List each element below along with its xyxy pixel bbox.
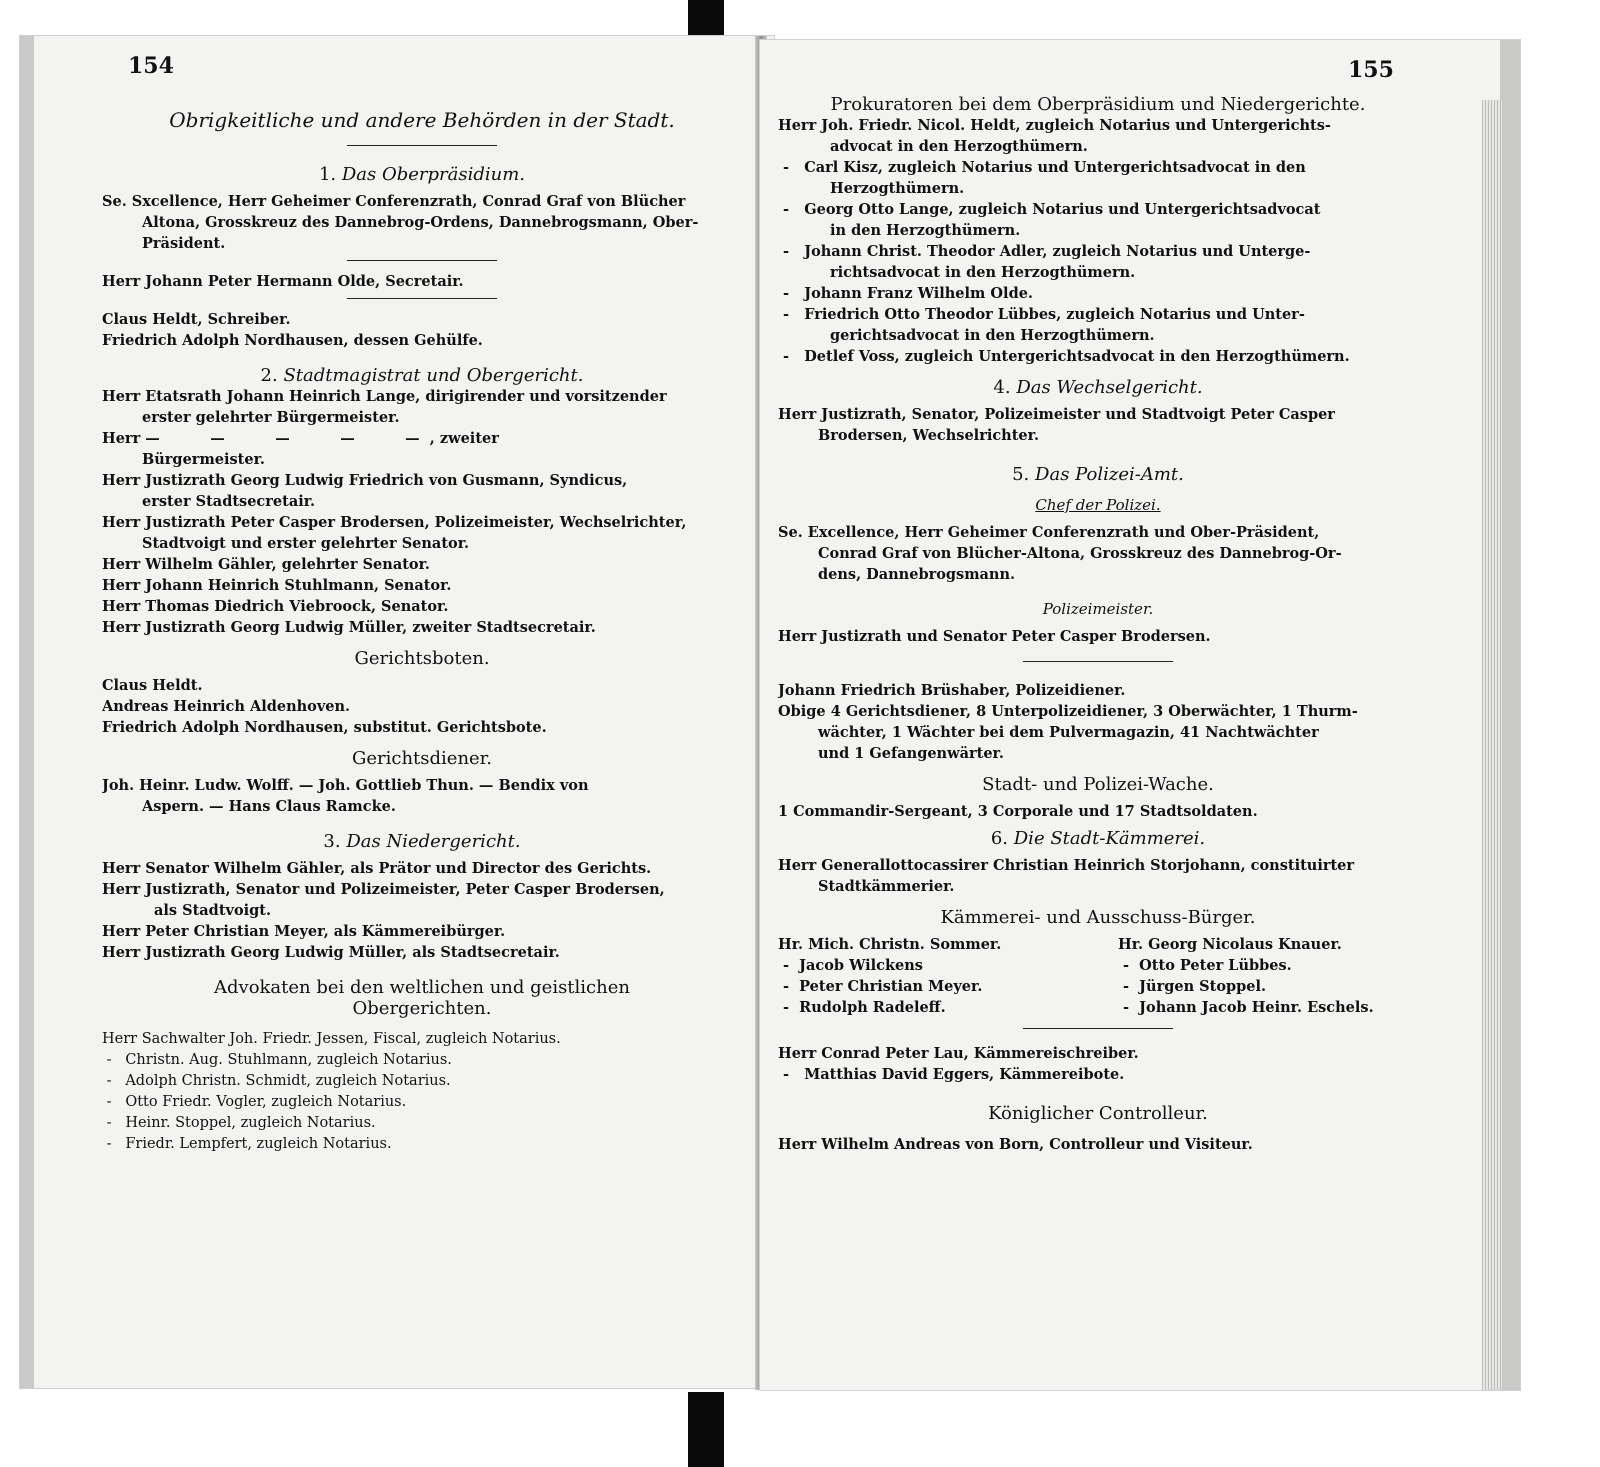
gerichtsdiener-heading: Gerichtsdiener. — [351, 748, 493, 769]
prokurator-line: - Detlef Voss, zugleich Untergerichtsadvocat in den Herzogthümern. — [778, 348, 1350, 365]
s1-line: Präsident. — [142, 235, 226, 252]
buerger-item: - Rudolph Radeleff. — [778, 999, 946, 1016]
buerger-item: - Jacob Wilckens — [778, 957, 923, 974]
advokat-line: - Friedr. Lempfert, zugleich Notarius. — [102, 1136, 392, 1152]
gerichtsdiener-line: Joh. Heinr. Ludw. Wolff. — Joh. Gottlieb Thun. — Bendix von — [102, 777, 589, 794]
gerichtsdiener-line: Aspern. — Hans Claus Ramcke. — [142, 798, 396, 815]
secretair-line: Herr Johann Peter Hermann Olde, Secretair. — [102, 273, 464, 290]
polizeimeister-heading: Polizeimeister. — [1042, 600, 1154, 618]
prokurator-line: gerichtsadvocat in den Herzogthümern. — [830, 327, 1155, 344]
right-page-number: 155 — [1348, 57, 1394, 83]
gerichtsboten-line: Andreas Heinrich Aldenhoven. — [102, 698, 351, 715]
chef-heading: Chef der Polizei. — [1035, 496, 1161, 514]
left-page-content — [102, 53, 742, 1155]
schreiber-line: Friedrich Adolph Nordhausen, dessen Gehülfe. — [102, 332, 483, 349]
s2-line: Herr Justizrath Georg Ludwig Friedrich von Gusmann, Syndicus, — [102, 472, 628, 489]
wache-line: 1 Commandir-Sergeant, 3 Corporale und 17 Stadtsoldaten. — [778, 803, 1258, 820]
prokuratoren-heading: Prokuratoren bei dem Oberpräsidium und Niedergerichte. — [830, 94, 1366, 115]
buerger-item: Hr. Georg Nicolaus Knauer. — [1118, 936, 1342, 953]
section-4-heading: 4. Das Wechselgericht. — [993, 377, 1203, 398]
s3-line: Herr Justizrath, Senator und Polizeimeister, Peter Casper Brodersen, — [102, 881, 665, 898]
s1-line: Altona, Grosskreuz des Dannebrog-Ordens, Dannebrogsmann, Ober- — [142, 214, 699, 231]
section-6-heading: 6. Die Stadt-Kämmerei. — [990, 828, 1206, 849]
schreiber-line: Claus Heldt, Schreiber. — [102, 311, 291, 328]
binding-clip-top — [688, 0, 724, 40]
s2-line: Herr — — — — — , zweiter — [102, 430, 499, 447]
s1-line: Se. Sxcellence, Herr Geheimer Conferenzrath, Conrad Graf von Blücher — [102, 193, 686, 210]
s4-line: Brodersen, Wechselrichter. — [818, 427, 1039, 444]
section-1-heading: 1. Das Oberpräsidium. — [318, 164, 526, 185]
buerger-item: - Peter Christian Meyer. — [778, 978, 983, 995]
controlleur-line: Herr Wilhelm Andreas von Born, Controlleur und Visiteur. — [778, 1136, 1253, 1153]
s3-line: Herr Senator Wilhelm Gähler, als Prätor und Director des Gerichts. — [102, 860, 652, 877]
s6-line: Stadtkämmerier. — [818, 878, 955, 895]
binding-clip-bottom — [688, 1392, 724, 1467]
s3-line: Herr Peter Christian Meyer, als Kämmereibürger. — [102, 923, 506, 940]
chef-line: dens, Dannebrogsmann. — [818, 566, 1016, 583]
s2-line: erster gelehrter Bürgermeister. — [142, 409, 400, 426]
buerger-column-right — [1118, 934, 1418, 1018]
s2-line: Herr Justizrath Peter Casper Brodersen, Polizeimeister, Wechselrichter, — [102, 514, 687, 531]
prokurator-line: - Carl Kisz, zugleich Notarius und Untergerichtsadvocat in den — [778, 159, 1306, 176]
left-page — [20, 36, 774, 1388]
prokurator-line: - Johann Christ. Theodor Adler, zugleich Notarius und Unterge- — [778, 243, 1311, 260]
polizeidiener-line: Obige 4 Gerichtsdiener, 8 Unterpolizeidiener, 3 Oberwächter, 1 Thurm- — [778, 703, 1358, 720]
s3-line: als Stadtvoigt. — [154, 902, 272, 919]
advokaten-heading: Obergerichten. — [352, 998, 492, 1019]
left-page-number: 154 — [128, 53, 174, 79]
prokurator-line: in den Herzogthümern. — [830, 222, 1021, 239]
section-2-heading: 2. Stadtmagistrat und Obergericht. — [260, 365, 584, 386]
section-3-heading: 3. Das Niedergericht. — [323, 831, 521, 852]
schreiber-line: Herr Conrad Peter Lau, Kämmereischreiber. — [778, 1045, 1139, 1062]
buerger-item: - Otto Peter Lübbes. — [1118, 957, 1292, 974]
s2-line: Herr Etatsrath Johann Heinrich Lange, dirigirender und vorsitzender — [102, 388, 667, 405]
buerger-item: - Johann Jacob Heinr. Eschels. — [1118, 999, 1374, 1016]
polizeidiener-line: und 1 Gefangenwärter. — [818, 745, 1004, 762]
schreiber-line: - Matthias David Eggers, Kämmereibote. — [778, 1066, 1125, 1083]
right-page-content — [778, 57, 1418, 1155]
section-5-heading: 5. Das Polizei-Amt. — [1012, 464, 1184, 485]
polizeimeister-line: Herr Justizrath und Senator Peter Casper Brodersen. — [778, 628, 1211, 645]
gerichtsboten-heading: Gerichtsboten. — [354, 648, 490, 669]
s2-line: Bürgermeister. — [142, 451, 265, 468]
buerger-columns — [778, 934, 1418, 1018]
advokat-line: Herr Sachwalter Joh. Friedr. Jessen, Fiscal, zugleich Notarius. — [102, 1031, 561, 1047]
prokurator-line: Herr Joh. Friedr. Nicol. Heldt, zugleich Notarius und Untergerichts- — [778, 117, 1331, 134]
s2-line: Herr Thomas Diedrich Viebroock, Senator. — [102, 598, 449, 615]
buerger-item: Hr. Mich. Christn. Sommer. — [778, 936, 1002, 953]
advokat-line: - Heinr. Stoppel, zugleich Notarius. — [102, 1115, 376, 1131]
prokurator-line: advocat in den Herzogthümern. — [830, 138, 1088, 155]
advokat-line: - Christn. Aug. Stuhlmann, zugleich Notarius. — [102, 1052, 452, 1068]
advokaten-heading: Advokaten bei den weltlichen und geistlichen — [214, 977, 630, 998]
polizeidiener-line: wächter, 1 Wächter bei dem Pulvermagazin, 41 Nachtwächter — [818, 724, 1319, 741]
s2-line: Herr Wilhelm Gähler, gelehrter Senator. — [102, 556, 430, 573]
gerichtsboten-line: Claus Heldt. — [102, 677, 203, 694]
s2-line: Herr Justizrath Georg Ludwig Müller, zweiter Stadtsecretair. — [102, 619, 596, 636]
page-edges — [1482, 100, 1502, 1390]
s2-line: erster Stadtsecretair. — [142, 493, 316, 510]
buerger-column-left — [778, 934, 1078, 1018]
s6-line: Herr Generallottocassirer Christian Heinrich Storjohann, constituirter — [778, 857, 1355, 874]
s2-line: Stadtvoigt und erster gelehrter Senator. — [142, 535, 470, 552]
prokurator-line: - Georg Otto Lange, zugleich Notarius und Untergerichtsadvocat — [778, 201, 1321, 218]
advokat-line: - Adolph Christn. Schmidt, zugleich Notarius. — [102, 1073, 451, 1089]
buerger-item: - Jürgen Stoppel. — [1118, 978, 1267, 995]
buerger-heading: Kämmerei- und Ausschuss-Bürger. — [940, 907, 1256, 928]
s2-line: Herr Johann Heinrich Stuhlmann, Senator. — [102, 577, 452, 594]
gerichtsboten-line: Friedrich Adolph Nordhausen, substitut. Gerichtsbote. — [102, 719, 547, 736]
right-page — [760, 40, 1520, 1390]
controlleur-heading: Königlicher Controlleur. — [988, 1103, 1208, 1124]
page-title: Obrigkeitliche und andere Behörden in der Stadt. — [169, 108, 675, 132]
prokurator-line: Herzogthümern. — [830, 180, 965, 197]
chef-line: Se. Excellence, Herr Geheimer Conferenzrath und Ober-Präsident, — [778, 524, 1320, 541]
s4-line: Herr Justizrath, Senator, Polizeimeister und Stadtvoigt Peter Casper — [778, 406, 1335, 423]
advokat-line: - Otto Friedr. Vogler, zugleich Notarius. — [102, 1094, 407, 1110]
wache-heading: Stadt- und Polizei-Wache. — [982, 774, 1214, 795]
prokurator-line: - Johann Franz Wilhelm Olde. — [778, 285, 1033, 302]
polizeidiener-line: Johann Friedrich Brüshaber, Polizeidiener. — [778, 682, 1126, 699]
prokurator-line: - Friedrich Otto Theodor Lübbes, zugleich Notarius und Unter- — [778, 306, 1305, 323]
chef-line: Conrad Graf von Blücher-Altona, Grosskreuz des Dannebrog-Or- — [818, 545, 1342, 562]
prokurator-line: richtsadvocat in den Herzogthümern. — [830, 264, 1136, 281]
s3-line: Herr Justizrath Georg Ludwig Müller, als Stadtsecretair. — [102, 944, 560, 961]
